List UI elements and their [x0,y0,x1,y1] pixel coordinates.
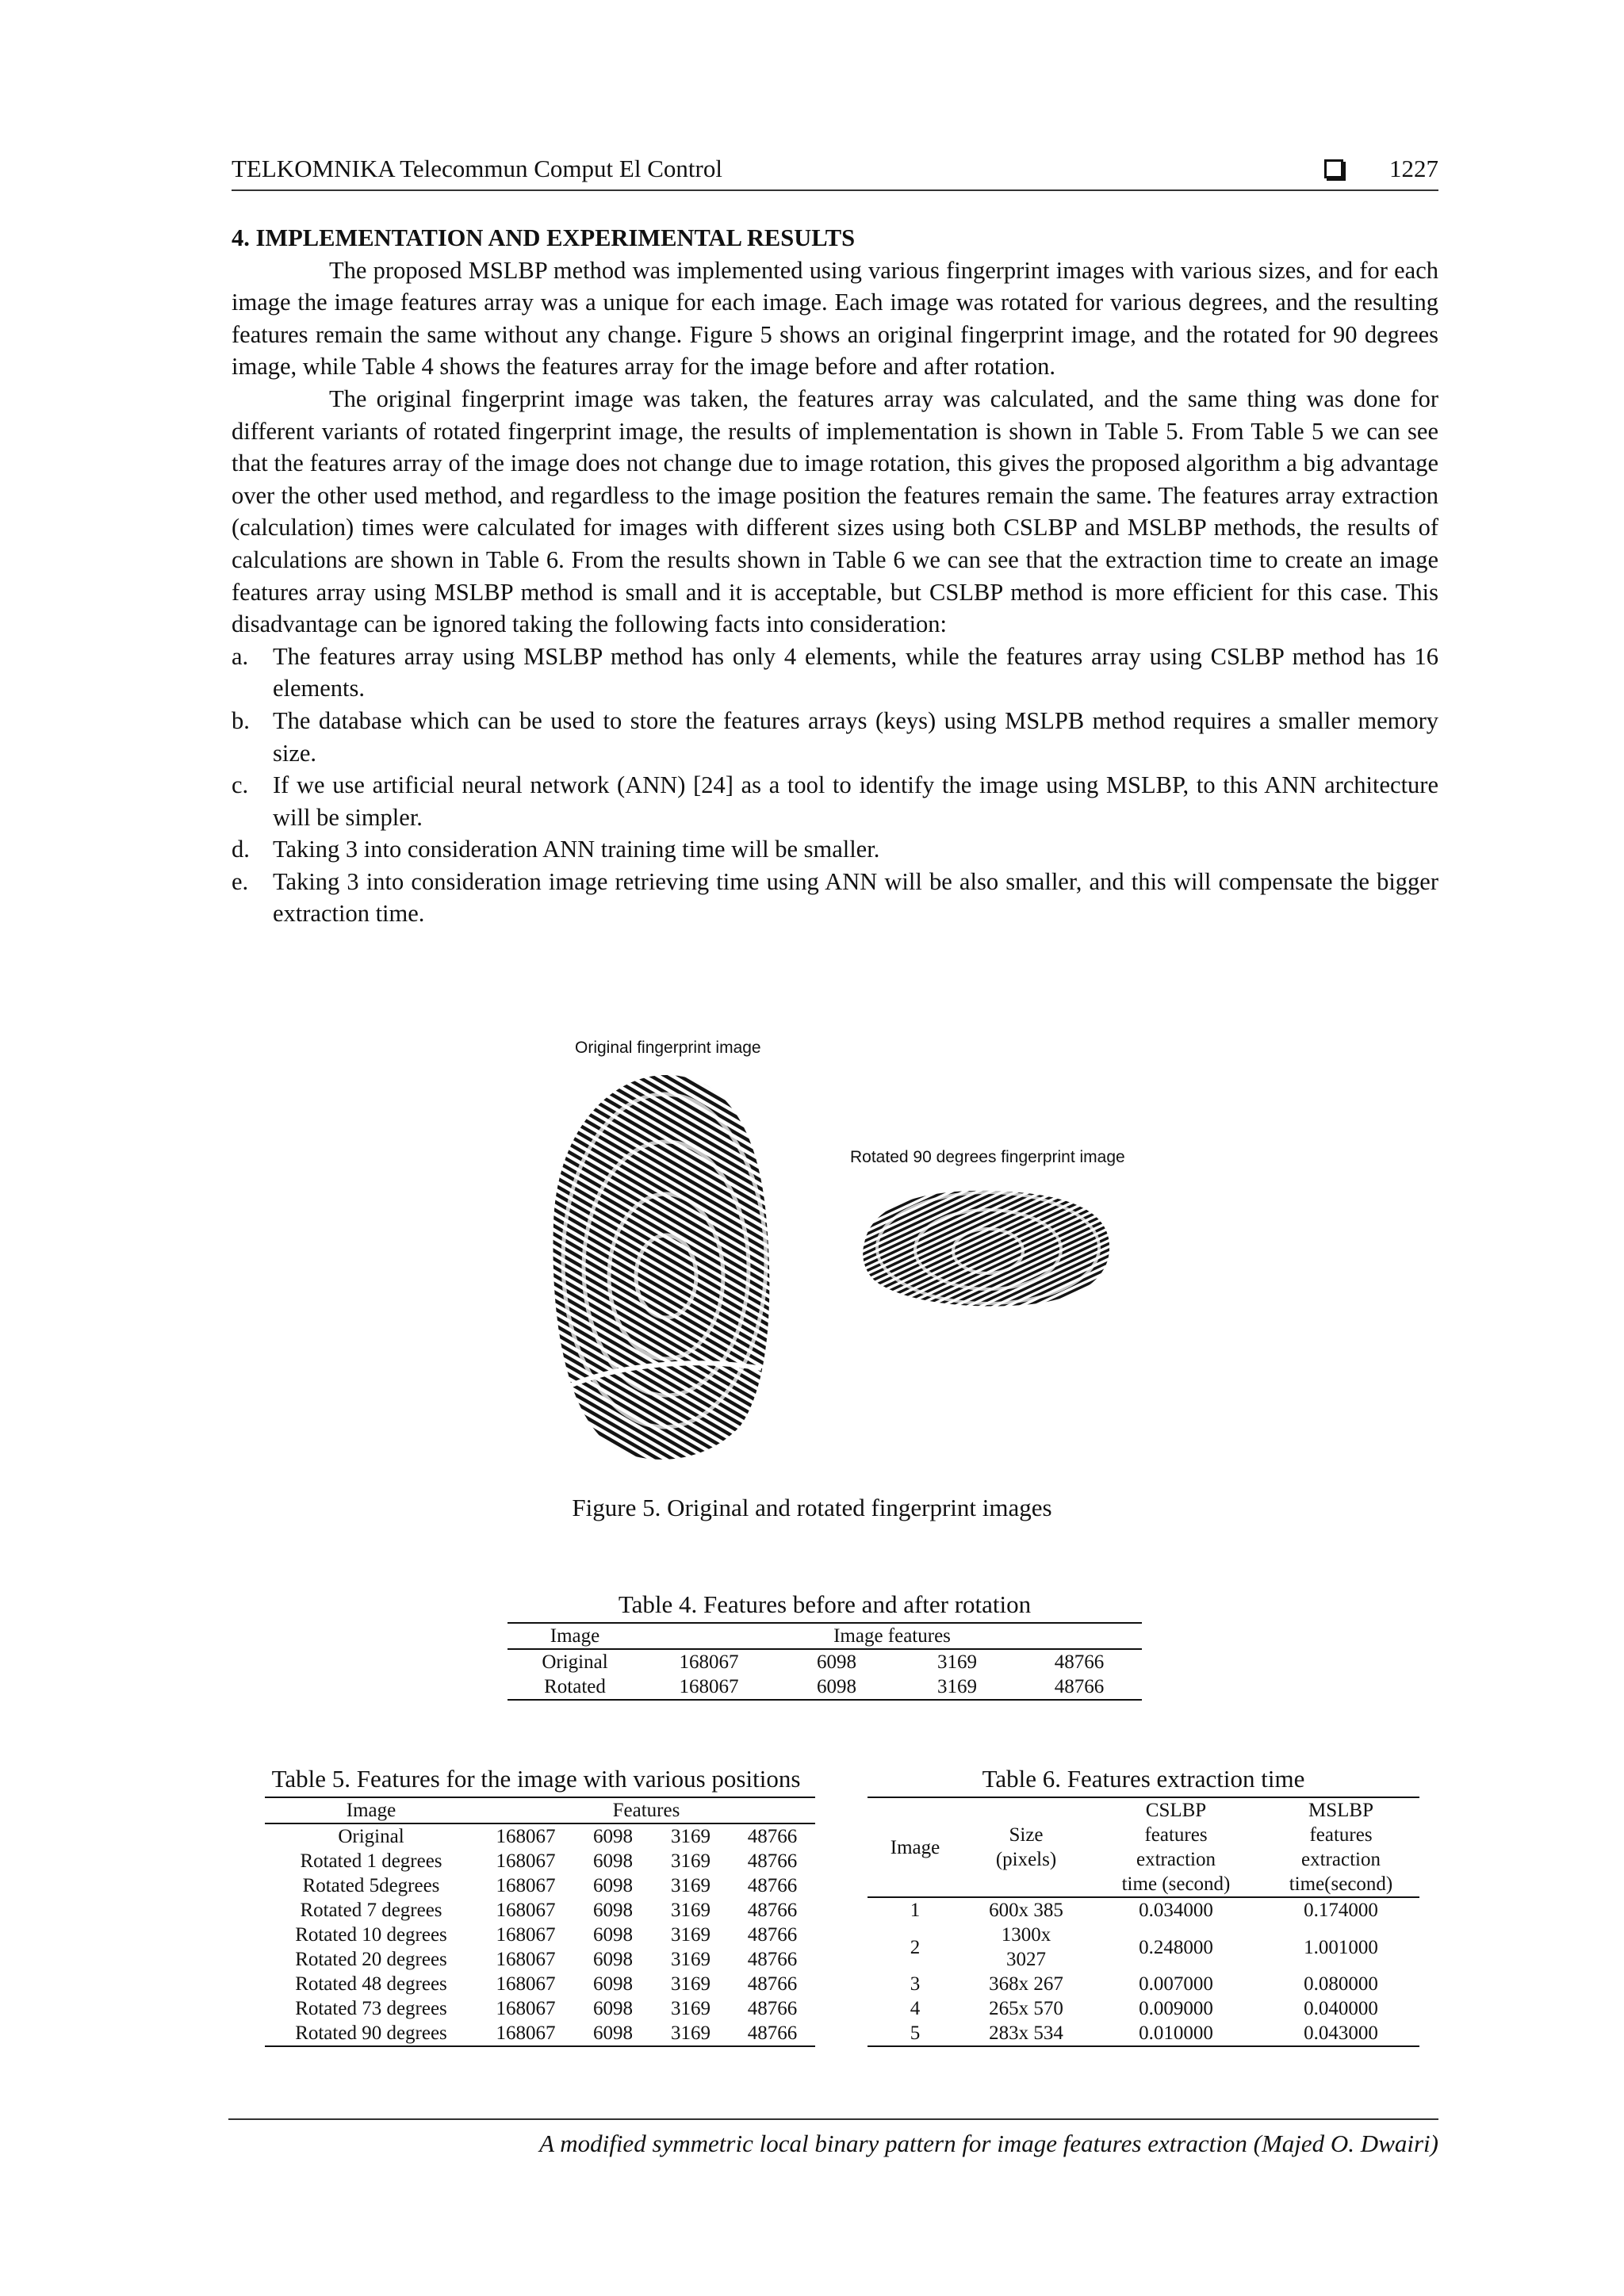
table-cell: 3169 [652,2021,730,2046]
table-row [265,1873,815,1898]
table-header [963,1797,1090,1897]
table-cell: 168067 [496,1850,556,1872]
table-cell: Rotated 90 degrees [265,2021,477,2046]
table-cell: 168067 [496,1973,556,1995]
header-line: Size [1009,1824,1044,1846]
list-item-text: The features array using MSLBP method has only 4 elements, while the features array using CSLBP method has 16 elements. [273,642,1438,702]
table-cell: 0.248000 [1139,1936,1213,1958]
table-cell: 0.034000 [1139,1900,1213,1921]
table-6-caption: Table 6. Features extraction time [982,1765,1305,1793]
table-cell: Rotated 73 degrees [295,1998,447,2019]
table-cell: 3169 [671,1949,710,1970]
table-cell: 3169 [671,1850,710,1872]
table-row [265,2021,815,2046]
table-6 [868,1797,1419,2047]
table-header: Image [265,1797,477,1823]
table-cell: 48766 [747,1998,798,2019]
table-5 [265,1797,815,2047]
list-item [232,641,1438,705]
header-rule [232,189,1438,191]
table-cell: 0.080000 [1304,1973,1378,1995]
table-cell: 4 [910,1998,921,2019]
table-row [868,1897,1419,1923]
table-cell: 3169 [671,1973,710,1995]
running-header [232,155,1438,191]
header-line: time(second) [1289,1873,1393,1895]
table-row [265,1972,815,1996]
table-header: Image features [642,1623,1142,1649]
table-header: Image [868,1797,963,1897]
header-line: extraction [1301,1849,1381,1870]
figure-caption: Figure 5. Original and rotated fingerprint images [572,1494,1052,1521]
header-line: CSLBP [1145,1800,1207,1821]
table-cell: 1.001000 [1304,1936,1378,1958]
table-5-caption: Table 5. Features for the image with various positions [271,1765,801,1793]
table-cell: 3 [910,1973,921,1995]
table-cell: Rotated [508,1674,642,1700]
header-line: features [1144,1824,1208,1846]
table-cell: 283x 534 [963,2021,1090,2046]
table-cell: 6098 [593,1924,633,1946]
consideration-list [232,641,1438,930]
list-item [232,833,1438,866]
table-cell: 0.009000 [1139,1998,1213,2019]
footer-rule [228,2118,1438,2120]
table-cell: 6098 [817,1651,856,1673]
table-cell: Rotated 20 degrees [295,1949,447,1970]
table-header: Image [508,1623,642,1649]
table-cell: 0.010000 [1090,2021,1262,2046]
table-cell: 0.040000 [1304,1998,1378,2019]
table-cell: 6098 [593,1875,633,1896]
table-row [265,1898,815,1923]
cell-line: 3027 [1006,1949,1046,1970]
table-cell: 168067 [477,2021,574,2046]
table-cell: 6098 [593,1949,633,1970]
table-cell: 168067 [679,1651,739,1673]
paragraph: The proposed MSLBP method was implemented using various fingerprint images with various sizes, and for each image the image features array was a unique for each image. Each image was rotated for various degrees, and the resulting features remain the same without any change. Figure 5 shows an original fingerprint image, and the rotated for 90 degrees image, while Table 4 shows the features array for the image before and after rotation. [232,256,1438,381]
table-cell: 1 [910,1900,921,1921]
table-cell: 168067 [496,1875,556,1896]
table-cell: 48766 [1054,1651,1105,1673]
table-cell: 3169 [671,1924,710,1946]
table-cell: 3169 [671,1998,710,2019]
table-cell: 0.043000 [1262,2021,1419,2046]
table-cell: 6098 [593,1998,633,2019]
table-cell: 168067 [496,1949,556,1970]
list-marker: d. [232,836,250,863]
table-cell: 6098 [593,1900,633,1921]
table-row [265,1849,815,1873]
table-cell: 265x 570 [989,1998,1063,2019]
list-item-text: Taking 3 into consideration ANN training time will be smaller. [273,836,880,863]
table-cell: 0.174000 [1304,1900,1378,1921]
table-cell: 48766 [747,1900,798,1921]
header-line: time (second) [1121,1873,1231,1895]
table-cell: 6098 [574,2021,652,2046]
table-cell: 6098 [593,1973,633,1995]
list-marker: b. [232,706,250,734]
list-marker: a. [232,642,249,670]
header-line: extraction [1136,1849,1216,1870]
header-line: (pixels) [995,1849,1057,1870]
figure-label-original: Original fingerprint image [575,1039,761,1057]
table-cell: 3169 [898,1674,1017,1700]
table-cell: 168067 [496,1826,556,1847]
table-cell: 600x 385 [989,1900,1063,1921]
list-marker: e. [232,867,249,895]
rotated-fingerprint-image [863,1191,1109,1307]
table-header [1262,1797,1419,1897]
running-footer: A modified symmetric local binary pattern for image features extraction (Majed O. Dwairi) [539,2130,1438,2157]
journal-title: TELKOMNIKA Telecommun Comput El Control [232,155,722,182]
table-row [508,1649,1142,1674]
list-item [232,866,1438,930]
table-cell [963,1923,1090,1972]
list-item [232,769,1438,833]
paragraph: The original fingerprint image was taken, the features array was calculated, and the same thing was done for different variants of rotated fingerprint image, the results of implementation is shown in Table 5. From Table 5 we can see that the features array of the image does not change due to image rotation, this gives the proposed algorithm a big advantage over the other used method, and regardless to the image position the features remain the same. The features array extraction (calculation) times were calculated for images with different sizes using both CSLBP and MSLBP methods, the results of calculations are shown in Table 6. From the results shown in Table 6 we can see that the extraction time to create an image features array using MSLBP method is small and it is acceptable, but CSLBP method is more efficient for this case. This disadvantage can be ignored taking the following facts into consideration: [232,385,1438,638]
table-cell: 0.007000 [1139,1973,1213,1995]
table-cell: 3169 [937,1651,977,1673]
table-cell: 168067 [496,1924,556,1946]
table-cell: Rotated 7 degrees [300,1900,442,1921]
table-4-caption: Table 4. Features before and after rotation [618,1590,1032,1618]
table-cell: Original [338,1826,404,1847]
table-cell: 48766 [747,1973,798,1995]
cell-line: 1300x [1001,1924,1051,1946]
table-header [1090,1797,1262,1897]
table-cell: Rotated 5degrees [302,1875,440,1896]
table-row [265,1947,815,1972]
table-4 [508,1622,1142,1701]
table-row [868,1923,1419,1972]
page-number: 1227 [1389,155,1438,182]
table-row [265,1923,815,1947]
header-line: features [1309,1824,1373,1846]
square-bullet-icon [1324,159,1343,178]
table-row [868,1972,1419,1996]
table-cell: Original [542,1651,608,1673]
main-text [232,222,1438,930]
table-row [265,1823,815,1849]
table-cell: 3169 [671,1875,710,1896]
fingerprint-figure [547,1039,1150,1483]
list-item [232,705,1438,769]
header-line: MSLBP [1308,1800,1373,1821]
table-cell: 48766 [730,2021,815,2046]
table-cell: 48766 [1017,1674,1142,1700]
table-cell: 168067 [642,1674,776,1700]
table-cell: 48766 [747,1850,798,1872]
table-cell: 48766 [747,1949,798,1970]
table-cell: 6098 [593,1826,633,1847]
table-cell: 3169 [671,1900,710,1921]
list-item-text: The database which can be used to store the features arrays (keys) using MSLPB method requires a smaller memory size. [273,706,1438,767]
table-row [868,2021,1419,2046]
table-cell: 2 [910,1936,921,1958]
table-cell: 48766 [747,1924,798,1946]
table-cell: 48766 [747,1826,798,1847]
table-row [868,1996,1419,2021]
table-cell: Rotated 48 degrees [295,1973,447,1995]
list-marker: c. [232,771,249,799]
list-item-text: Taking 3 into consideration image retrieving time using ANN will be also smaller, and this will compensate the bigger extraction time. [273,867,1438,928]
section-title: 4. IMPLEMENTATION AND EXPERIMENTAL RESULTS [232,224,856,251]
table-header: Features [477,1797,815,1823]
table-cell: 368x 267 [989,1973,1063,1995]
table-cell: 168067 [496,1900,556,1921]
table-cell: 48766 [747,1875,798,1896]
table-cell: Rotated 1 degrees [300,1850,442,1872]
table-row [508,1674,1142,1700]
table-cell: 5 [868,2021,963,2046]
table-cell: 3169 [671,1826,710,1847]
original-fingerprint-image [553,1075,769,1460]
figure-5 [547,1039,1150,1483]
list-item-text: If we use artificial neural network (ANN) [24] as a tool to identify the image using MSLBP, to this ANN architecture will be simpler. [273,771,1438,831]
table-cell: 6098 [593,1850,633,1872]
table-row [265,1996,815,2021]
figure-label-rotated: Rotated 90 degrees fingerprint image [850,1148,1125,1166]
table-cell: 6098 [776,1674,898,1700]
table-cell: Rotated 10 degrees [295,1924,447,1946]
table-cell: 168067 [496,1998,556,2019]
